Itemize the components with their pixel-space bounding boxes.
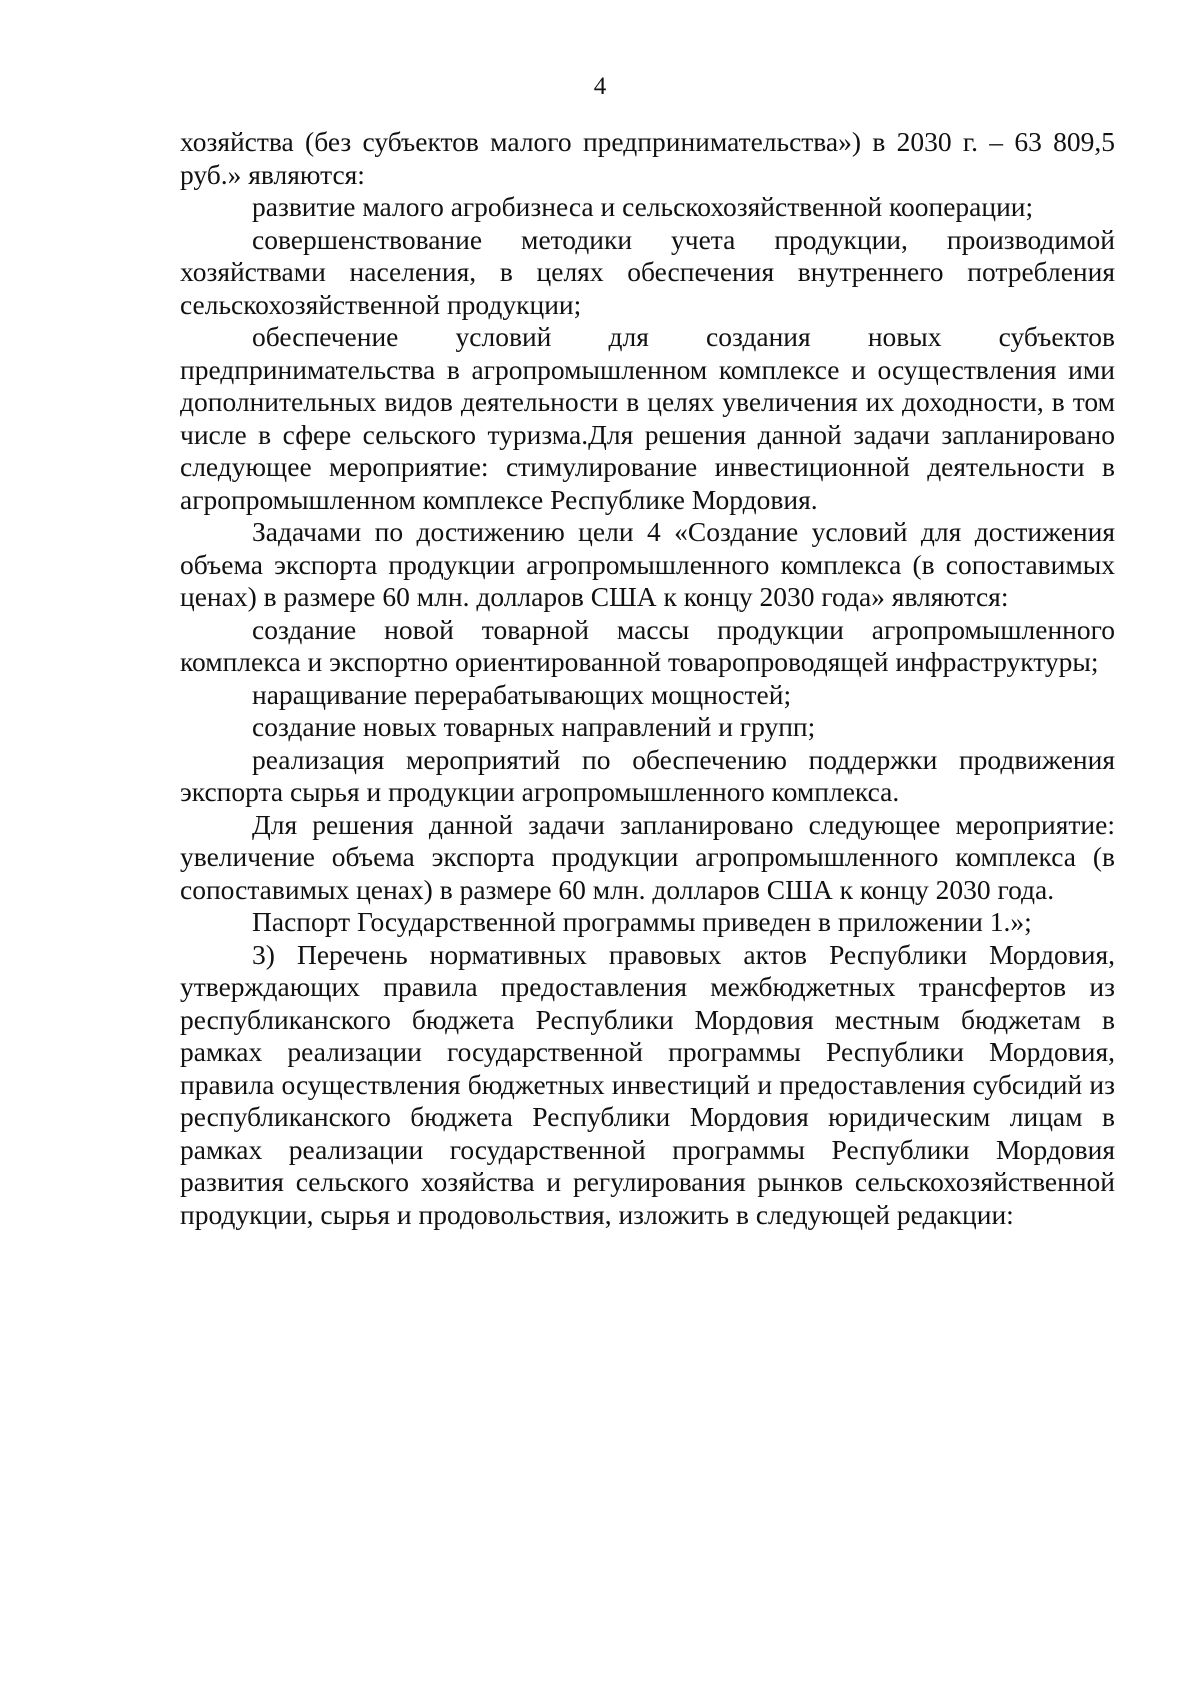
paragraph-5: Задачами по достижению цели 4 «Создание условий для достижения объема экспорта продукции агропромышленного комплекса (в сопоставимых ценах) в размере 60 млн. долларов США к концу 2030 года» являются: bbox=[180, 516, 1115, 612]
paragraph-2: развитие малого агробизнеса и сельскохозяйственной кооперации; bbox=[252, 191, 1034, 222]
page-number: 4 bbox=[593, 73, 607, 100]
paragraph-10: Для решения данной задачи запланировано следующее мероприятие: увеличение объема экспорта продукции агропромышленного комплекса (в сопоставимых ценах) в размере 60 млн. долларов США к концу 2030 года. bbox=[180, 808, 1115, 905]
paragraph-4: обеспечение условий для создания новых субъектов предпринимательства в агропромышленном комплексе и осуществления ими дополнительных видов деятельности в целях увеличения их доходности, в том числе в сфере сельского туризма.Для решения данной задачи запланировано следующее мероприятие: стимулирование инвестиционной деятельности в агропромышленном комплексе Республике Мордовия. bbox=[180, 321, 1115, 515]
paragraph-12: 3) Перечень нормативных правовых актов Республики Мордовия, утверждающих правила предоставления межбюджетных трансфертов из республиканского бюджета Республики Мордовия местным бюджетам в рамках реализации государственной программы Республики Мордовия, правила осуществления бюджетных инвестиций и предоставления субсидий из республиканского бюджета Республики Мордовия юридическим лицам в рамках реализации государственной программы Республики Мордовия развития сельского хозяйства и регулирования рынков сельскохозяйственной продукции, сырья и продовольствия, изложить в следующей редакции: bbox=[180, 938, 1115, 1230]
paragraph-7: наращивание перерабатывающих мощностей; bbox=[252, 678, 792, 710]
paragraph-8: создание новых товарных направлений и групп; bbox=[252, 711, 816, 742]
paragraph-9: реализация мероприятий по обеспечению поддержки продвижения экспорта сырья и продукции агропромышленного комплекса. bbox=[180, 743, 1115, 807]
paragraph-11: Паспорт Государственной программы приведен в приложении 1.»; bbox=[252, 906, 1032, 937]
document-body bbox=[180, 126, 1115, 1231]
paragraph-3: совершенствование методики учета продукции, производимой хозяйствами населения, в целях обеспечения внутреннего потребления сельскохозяйственной продукции; bbox=[180, 223, 1115, 320]
paragraph-6: создание новой товарной массы продукции агропромышленного комплекса и экспортно ориентированной товаропроводящей инфраструктуры; bbox=[180, 613, 1115, 677]
paragraph-1: хозяйства (без субъектов малого предпринимательства») в 2030 г. – 63 809,5 руб.» являются: bbox=[180, 126, 1115, 190]
